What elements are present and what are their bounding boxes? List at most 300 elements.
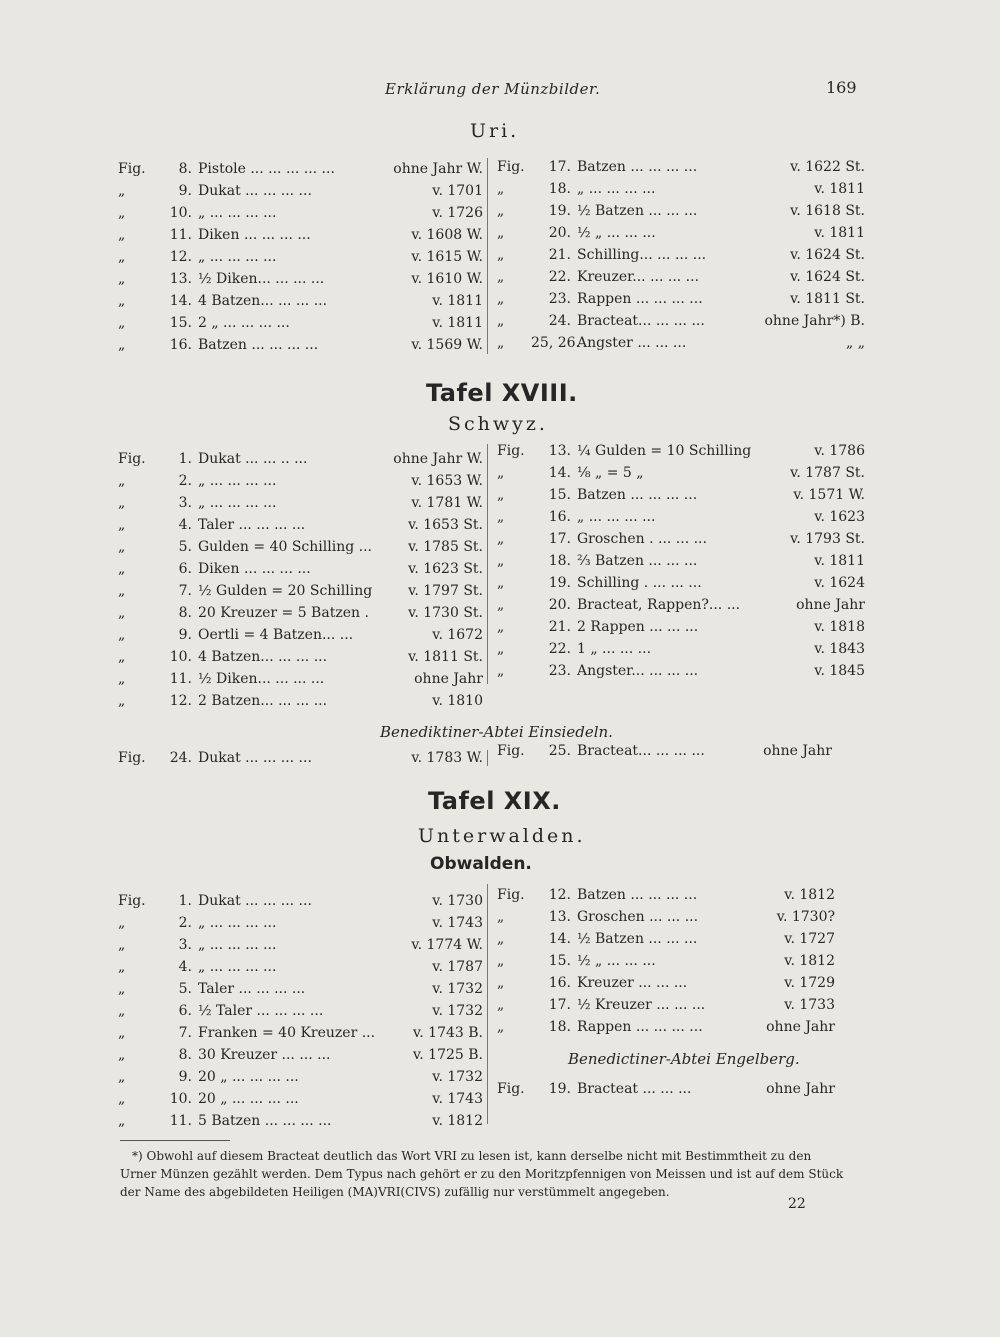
entry-denomination: „ ... ... ... ... <box>577 509 656 525</box>
entry-date: v. 1811 <box>814 553 865 569</box>
entry-fig: „ <box>497 553 505 569</box>
footnote-line-2: Urner Münzen gezählt werden. Dem Typus nach gehört er zu den Moritzpfennigen von Meissen und ist auf dem Stück <box>120 1167 844 1181</box>
entry-number: 6. <box>178 561 192 577</box>
entry-fig: „ <box>497 975 505 991</box>
schwyz-left-list <box>118 448 483 712</box>
entry-denomination: 20 „ ... ... ... ... <box>198 1069 299 1085</box>
entry-fig: „ <box>118 649 126 665</box>
entry-date: v. 1732 <box>432 981 483 997</box>
entry-number: 9. <box>178 627 192 643</box>
entry-denomination: 5 Batzen ... ... ... ... <box>198 1113 332 1129</box>
entry-date: v. 1797 St. <box>408 583 483 599</box>
entry-denomination: Batzen ... ... ... ... <box>577 159 698 175</box>
entry-denomination: „ ... ... ... ... <box>198 915 277 931</box>
entry-number: 22. <box>548 269 571 285</box>
entry-fig: „ <box>497 1019 505 1035</box>
entry-date: v. 1624 St. <box>790 247 865 263</box>
entry-number: 12. <box>169 693 192 709</box>
entry-denomination: ⅛ „ = 5 „ <box>577 465 644 481</box>
entry-fig: „ <box>497 953 505 969</box>
entry-fig: „ <box>118 1069 126 1085</box>
entry-date: v. 1624 St. <box>790 269 865 285</box>
entry-row <box>497 594 865 616</box>
entry-denomination: Groschen . ... ... ... <box>577 531 707 547</box>
entry-date: ohne Jahr W. <box>393 451 483 467</box>
entry-denomination: Schilling... ... ... ... <box>577 247 707 263</box>
entry-row <box>118 290 483 312</box>
entry-fig: „ <box>497 247 505 263</box>
entry-row <box>497 928 835 950</box>
entry-fig: „ <box>118 915 126 931</box>
entry-fig: Fig. <box>497 159 525 175</box>
entry-row <box>497 528 865 550</box>
entry-row <box>118 978 483 1000</box>
entry-row <box>118 492 483 514</box>
entry-date: ohne Jahr <box>414 671 483 687</box>
entry-denomination: Dukat ... ... ... ... <box>198 183 312 199</box>
entry-date: v. 1672 <box>432 627 483 643</box>
entry-date: v. 1653 St. <box>408 517 483 533</box>
entry-fig: „ <box>118 1091 126 1107</box>
entry-denomination: Dukat ... ... ... ... <box>198 893 312 909</box>
entry-denomination: „ ... ... ... ... <box>198 249 277 265</box>
entry-date: ohne Jahr*) B. <box>764 313 865 329</box>
footnote-line-1: *) Obwohl auf diesem Bracteat deutlich das Wort VRI zu lesen ist, kann derselbe nicht mit Bestimmtheit zu den <box>132 1149 812 1163</box>
entry-row <box>118 558 483 580</box>
entry-denomination: Dukat ... ... .. ... <box>198 451 308 467</box>
entry-row <box>497 740 832 762</box>
entry-date: v. 1811 St. <box>790 291 865 307</box>
entry-number: 5. <box>178 981 192 997</box>
entry-date: v. 1843 <box>814 641 865 657</box>
running-header: Erklärung der Münzbilder. <box>385 80 601 98</box>
entry-fig: „ <box>118 249 126 265</box>
entry-fig: „ <box>118 1113 126 1129</box>
entry-row <box>497 484 865 506</box>
entry-date: v. 1727 <box>784 931 835 947</box>
entry-number: 1. <box>178 451 192 467</box>
entry-denomination: 2 Batzen... ... ... ... <box>198 693 328 709</box>
entry-number: 19. <box>548 1081 571 1097</box>
entry-row <box>118 180 483 202</box>
entry-row <box>118 646 483 668</box>
entry-row <box>118 224 483 246</box>
entry-date: v. 1618 St. <box>790 203 865 219</box>
entry-row <box>497 310 865 332</box>
entry-number: 16. <box>548 509 571 525</box>
entry-row <box>497 972 835 994</box>
entry-date: v. 1623 St. <box>408 561 483 577</box>
entry-row <box>118 536 483 558</box>
entry-fig: Fig. <box>118 451 146 467</box>
entry-date: v. 1811 <box>814 225 865 241</box>
entry-number: 16. <box>548 975 571 991</box>
obwalden-left-list <box>118 890 483 1132</box>
entry-date: v. 1743 B. <box>413 1025 483 1041</box>
engelberg-entry <box>497 1078 835 1100</box>
entry-date: v. 1726 <box>432 205 483 221</box>
entry-date: v. 1622 St. <box>790 159 865 175</box>
entry-date: v. 1701 <box>432 183 483 199</box>
entry-date: v. 1811 <box>432 293 483 309</box>
page-number: 169 <box>826 78 857 97</box>
entry-number: 10. <box>169 649 192 665</box>
entry-fig: „ <box>118 495 126 511</box>
entry-fig: „ <box>118 671 126 687</box>
entry-denomination: Bracteat ... ... ... <box>577 1081 692 1097</box>
entry-date: v. 1729 <box>784 975 835 991</box>
entry-denomination: ½ Kreuzer ... ... ... <box>577 997 706 1013</box>
entry-row <box>497 332 865 354</box>
entry-number: 20. <box>548 225 571 241</box>
entry-row <box>497 178 865 200</box>
entry-date: v. 1569 W. <box>411 337 483 353</box>
entry-date: v. 1608 W. <box>411 227 483 243</box>
entry-row <box>118 246 483 268</box>
entry-denomination: Taler ... ... ... ... <box>198 981 306 997</box>
entry-number: 15. <box>169 315 192 331</box>
entry-fig: „ <box>497 619 505 635</box>
entry-row <box>497 1016 835 1038</box>
entry-fig: „ <box>118 959 126 975</box>
entry-row <box>118 747 483 769</box>
entry-row <box>118 956 483 978</box>
entry-number: 21. <box>548 247 571 263</box>
entry-denomination: Schilling . ... ... ... <box>577 575 702 591</box>
sheet-signature: 22 <box>788 1196 806 1212</box>
entry-fig: „ <box>497 509 505 525</box>
entry-row <box>118 690 483 712</box>
entry-date: v. 1786 <box>814 443 865 459</box>
entry-denomination: ½ Diken... ... ... ... <box>198 271 325 287</box>
entry-fig: „ <box>497 291 505 307</box>
entry-date: v. 1811 St. <box>408 649 483 665</box>
entry-date: v. 1793 St. <box>790 531 865 547</box>
entry-number: 3. <box>178 937 192 953</box>
entry-denomination: Bracteat, Rappen?... ... <box>577 597 741 613</box>
entry-number: 19. <box>548 203 571 219</box>
entry-fig: „ <box>497 597 505 613</box>
entry-denomination: Taler ... ... ... ... <box>198 517 306 533</box>
entry-date: v. 1732 <box>432 1069 483 1085</box>
entry-fig: „ <box>497 663 505 679</box>
entry-fig: „ <box>118 473 126 489</box>
entry-row <box>118 602 483 624</box>
entry-number: 11. <box>169 671 192 687</box>
entry-row <box>497 222 865 244</box>
entry-number: 23. <box>548 663 571 679</box>
entry-number: 22. <box>548 641 571 657</box>
entry-denomination: Oertli = 4 Batzen... ... <box>198 627 354 643</box>
entry-date: v. 1785 St. <box>408 539 483 555</box>
canton-heading-schwyz: Schwyz. <box>448 413 548 435</box>
column-divider <box>487 750 488 766</box>
entry-number: 12. <box>548 887 571 903</box>
entry-row <box>497 462 865 484</box>
entry-row <box>497 550 865 572</box>
entry-fig: „ <box>497 931 505 947</box>
entry-date: v. 1783 W. <box>411 750 483 766</box>
entry-date: v. 1733 <box>784 997 835 1013</box>
entry-fig: „ <box>497 909 505 925</box>
entry-date: v. 1818 <box>814 619 865 635</box>
entry-row <box>118 470 483 492</box>
entry-date: v. 1811 <box>814 181 865 197</box>
entry-date: v. 1781 W. <box>411 495 483 511</box>
entry-denomination: Rappen ... ... ... ... <box>577 291 703 307</box>
entry-row <box>497 616 865 638</box>
entry-fig: Fig. <box>497 743 525 759</box>
entry-row <box>497 660 865 682</box>
entry-fig: Fig. <box>497 887 525 903</box>
entry-fig: „ <box>118 981 126 997</box>
entry-date: v. 1732 <box>432 1003 483 1019</box>
entry-denomination: ½ Taler ... ... ... ... <box>198 1003 324 1019</box>
entry-denomination: Angster ... ... ... <box>577 335 687 351</box>
entry-row <box>497 200 865 222</box>
entry-date: v. 1725 B. <box>413 1047 483 1063</box>
entry-date: v. 1743 <box>432 915 483 931</box>
entry-denomination: 4 Batzen... ... ... ... <box>198 293 328 309</box>
entry-denomination: Diken ... ... ... ... <box>198 561 311 577</box>
entry-date: v. 1730 St. <box>408 605 483 621</box>
entry-fig: „ <box>497 465 505 481</box>
entry-date: v. 1811 <box>432 315 483 331</box>
uri-right-list <box>497 156 865 354</box>
entry-number: 18. <box>548 553 571 569</box>
entry-date: v. 1812 <box>784 953 835 969</box>
entry-row <box>497 884 835 906</box>
entry-denomination: „ ... ... ... ... <box>198 205 277 221</box>
entry-fig: „ <box>118 937 126 953</box>
abbey-heading-engelberg: Benedictiner-Abtei Engelberg. <box>568 1050 800 1068</box>
entry-fig: „ <box>118 517 126 533</box>
entry-row <box>118 912 483 934</box>
entry-denomination: „ ... ... ... ... <box>198 959 277 975</box>
entry-fig: „ <box>497 575 505 591</box>
entry-number: 15. <box>548 953 571 969</box>
entry-denomination: Angster... ... ... ... <box>577 663 699 679</box>
entry-date: v. 1787 St. <box>790 465 865 481</box>
entry-row <box>497 638 865 660</box>
entry-row <box>118 334 483 356</box>
entry-number: 24. <box>548 313 571 329</box>
entry-date: v. 1845 <box>814 663 865 679</box>
entry-number: 14. <box>169 293 192 309</box>
entry-fig: „ <box>118 1003 126 1019</box>
entry-date: ohne Jahr <box>796 597 865 613</box>
entry-number: 6. <box>178 1003 192 1019</box>
entry-denomination: 20 „ ... ... ... ... <box>198 1091 299 1107</box>
entry-row <box>118 312 483 334</box>
entry-fig: „ <box>497 531 505 547</box>
entry-row <box>497 156 865 178</box>
entry-date: v. 1653 W. <box>411 473 483 489</box>
entry-row <box>118 1066 483 1088</box>
entry-number: 9. <box>178 183 192 199</box>
entry-row <box>497 244 865 266</box>
entry-row <box>118 934 483 956</box>
entry-number: 18. <box>548 181 571 197</box>
schwyz-right-list <box>497 440 865 682</box>
entry-fig: „ <box>497 225 505 241</box>
entry-fig: „ <box>118 583 126 599</box>
entry-denomination: Kreuzer... ... ... ... <box>577 269 700 285</box>
entry-denomination: 20 Kreuzer = 5 Batzen . <box>198 605 369 621</box>
entry-denomination: Gulden = 40 Schilling ... <box>198 539 372 555</box>
entry-number: 1. <box>178 893 192 909</box>
entry-number: 13. <box>548 443 571 459</box>
entry-date: v. 1571 W. <box>793 487 865 503</box>
entry-denomination: ⅔ Batzen ... ... ... <box>577 553 698 569</box>
entry-number: 2. <box>178 473 192 489</box>
entry-date: v. 1730 <box>432 893 483 909</box>
entry-fig: „ <box>497 269 505 285</box>
entry-row <box>118 1022 483 1044</box>
entry-fig: „ <box>118 315 126 331</box>
entry-denomination: Bracteat... ... ... ... <box>577 743 705 759</box>
entry-number: 19. <box>548 575 571 591</box>
entry-denomination: Batzen ... ... ... ... <box>577 487 698 503</box>
entry-row <box>497 506 865 528</box>
entry-row <box>118 1110 483 1132</box>
column-divider <box>487 884 488 1124</box>
entry-date: ohne Jahr <box>766 1081 835 1097</box>
entry-date: ohne Jahr <box>763 743 832 759</box>
entry-denomination: Pistole ... ... ... ... ... <box>198 161 335 177</box>
entry-fig: „ <box>118 605 126 621</box>
entry-date: v. 1623 <box>814 509 865 525</box>
entry-fig: „ <box>118 205 126 221</box>
entry-fig: „ <box>118 183 126 199</box>
entry-denomination: ½ Batzen ... ... ... <box>577 203 698 219</box>
entry-date: v. 1615 W. <box>411 249 483 265</box>
entry-number: 16. <box>169 337 192 353</box>
entry-number: 20. <box>548 597 571 613</box>
entry-number: 24. <box>169 750 192 766</box>
entry-fig: „ <box>118 539 126 555</box>
entry-number: 25, 26. <box>531 335 580 351</box>
entry-denomination: „ ... ... ... ... <box>198 495 277 511</box>
canton-heading-uri: Uri. <box>470 120 520 142</box>
entry-number: 8. <box>178 1047 192 1063</box>
entry-number: 4. <box>178 517 192 533</box>
entry-row <box>118 448 483 470</box>
entry-denomination: 2 „ ... ... ... ... <box>198 315 290 331</box>
entry-number: 7. <box>178 583 192 599</box>
entry-denomination: Batzen ... ... ... ... <box>577 887 698 903</box>
entry-denomination: 1 „ ... ... ... <box>577 641 652 657</box>
entry-fig: „ <box>118 1047 126 1063</box>
entry-number: 21. <box>548 619 571 635</box>
entry-number: 4. <box>178 959 192 975</box>
entry-fig: Fig. <box>497 1081 525 1097</box>
entry-date: ohne Jahr W. <box>393 161 483 177</box>
entry-fig: Fig. <box>497 443 525 459</box>
entry-number: 14. <box>548 465 571 481</box>
einsiedeln-right-entry <box>497 740 832 762</box>
entry-date: v. 1774 W. <box>411 937 483 953</box>
entry-number: 14. <box>548 931 571 947</box>
entry-date: v. 1743 <box>432 1091 483 1107</box>
footnote-rule <box>120 1140 230 1141</box>
entry-fig: „ <box>497 997 505 1013</box>
entry-fig: „ <box>118 227 126 243</box>
entry-denomination: ½ Diken... ... ... ... <box>198 671 325 687</box>
column-divider <box>487 158 488 354</box>
einsiedeln-left-entry <box>118 747 483 769</box>
entry-number: 11. <box>169 1113 192 1129</box>
entry-row <box>118 268 483 290</box>
entry-number: 11. <box>169 227 192 243</box>
entry-row <box>118 514 483 536</box>
entry-row <box>118 668 483 690</box>
entry-row <box>118 624 483 646</box>
entry-number: 13. <box>548 909 571 925</box>
uri-left-list <box>118 158 483 356</box>
entry-denomination: Diken ... ... ... ... <box>198 227 311 243</box>
entry-row <box>118 890 483 912</box>
entry-denomination: Batzen ... ... ... ... <box>198 337 319 353</box>
entry-denomination: Groschen ... ... ... <box>577 909 699 925</box>
entry-denomination: „ ... ... ... ... <box>577 181 656 197</box>
entry-row <box>497 950 835 972</box>
entry-fig: „ <box>118 271 126 287</box>
entry-number: 17. <box>548 997 571 1013</box>
tafel-xix-title: Tafel XIX. <box>428 787 561 815</box>
entry-fig: „ <box>118 337 126 353</box>
entry-number: 18. <box>548 1019 571 1035</box>
entry-number: 8. <box>178 605 192 621</box>
entry-number: 2. <box>178 915 192 931</box>
entry-denomination: ½ Gulden = 20 Schilling <box>198 583 373 599</box>
subheading-obwalden: Obwalden. <box>430 854 532 874</box>
entry-number: 10. <box>169 205 192 221</box>
entry-fig: „ <box>497 641 505 657</box>
entry-row <box>118 158 483 180</box>
entry-date: v. 1624 <box>814 575 865 591</box>
entry-row <box>118 1000 483 1022</box>
entry-date: v. 1610 W. <box>411 271 483 287</box>
entry-date: v. 1812 <box>784 887 835 903</box>
canton-heading-unterwalden: Unterwalden. <box>418 825 586 847</box>
entry-row <box>497 440 865 462</box>
entry-number: 17. <box>548 531 571 547</box>
entry-date: ohne Jahr <box>766 1019 835 1035</box>
entry-number: 25. <box>548 743 571 759</box>
entry-date: v. 1787 <box>432 959 483 975</box>
entry-denomination: 30 Kreuzer ... ... ... <box>198 1047 331 1063</box>
entry-fig: „ <box>118 561 126 577</box>
entry-fig: Fig. <box>118 750 146 766</box>
entry-denomination: ½ „ ... ... ... <box>577 225 656 241</box>
entry-fig: „ <box>497 335 505 351</box>
entry-row <box>497 994 835 1016</box>
entry-fig: „ <box>497 313 505 329</box>
entry-number: 9. <box>178 1069 192 1085</box>
entry-row <box>118 202 483 224</box>
entry-date: v. 1810 <box>432 693 483 709</box>
entry-fig: Fig. <box>118 161 146 177</box>
entry-number: 8. <box>178 161 192 177</box>
entry-denomination: Bracteat... ... ... ... <box>577 313 705 329</box>
obwalden-right-list <box>497 884 835 1038</box>
entry-fig: Fig. <box>118 893 146 909</box>
entry-number: 13. <box>169 271 192 287</box>
entry-row <box>118 580 483 602</box>
entry-fig: „ <box>118 693 126 709</box>
entry-number: 23. <box>548 291 571 307</box>
